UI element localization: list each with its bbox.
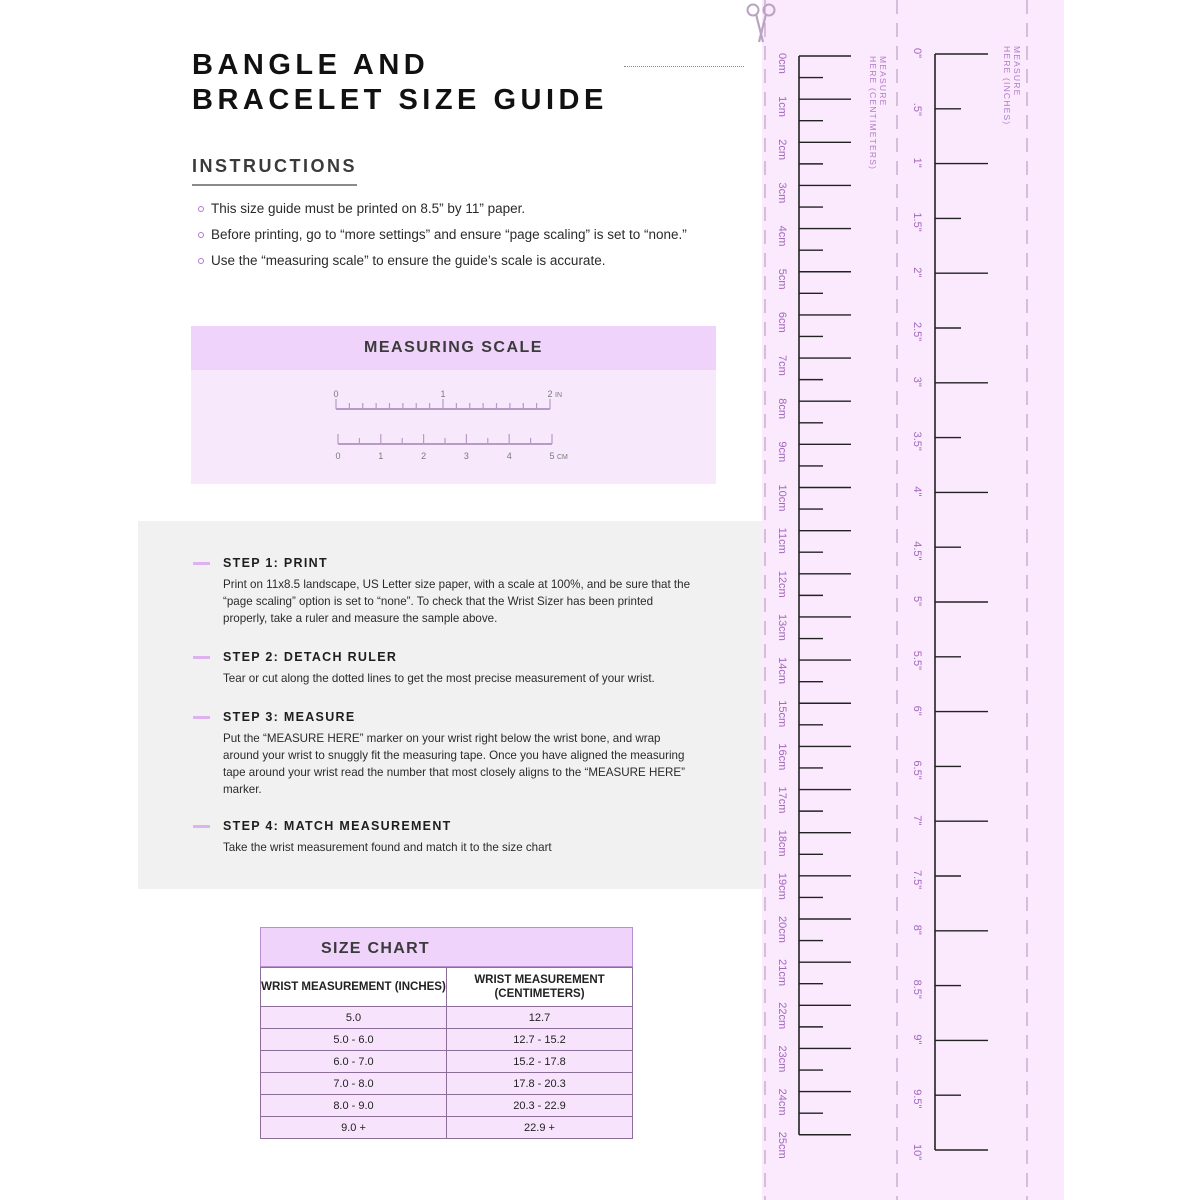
cell-inches: 5.0 [261,1007,447,1029]
cm-ruler-label: 13cm [776,613,788,641]
cell-centimeters: 22.9 + [447,1117,633,1139]
title-dotted-rule [624,66,744,67]
step-title: STEP 1: PRINT [223,556,328,570]
cell-inches: 8.0 - 9.0 [261,1095,447,1117]
inch-ruler-label: 3.5" [911,431,923,451]
cm-ruler-label: 11cm [776,527,788,554]
step-marker-icon [193,656,210,659]
table-header-row [261,968,633,1007]
table-row [261,1007,633,1029]
step-text: Tear or cut along the dotted lines to get the most precise measurement of your wrist. [223,672,655,685]
inch-ruler-label: 2" [911,267,923,278]
step-match-measurement [193,819,713,856]
table-row [261,1051,633,1073]
instructions-list [196,200,687,278]
measure-here-inch-marker [1002,46,1022,125]
size-chart-table [260,967,633,1139]
step-title: STEP 4: MATCH MEASUREMENT [223,819,452,833]
cell-inches: 5.0 - 6.0 [261,1029,447,1051]
inch-ruler-label: 4" [911,486,923,497]
step-marker-icon [193,716,210,719]
cm-ruler-label: 12cm [776,570,788,598]
cm-ruler-label: 20cm [776,916,788,943]
cm-ruler-label: 10cm [776,484,788,512]
inch-ruler-label: 3" [911,376,923,387]
cm-ruler-label: 2cm [776,139,788,161]
column-header-inches: WRIST MEASUREMENT (INCHES) [261,968,447,1007]
instruction-item: Before printing, go to “more settings” and ensure “page scaling” is set to “none.” [196,226,687,252]
inch-ruler-label: 5.5" [911,650,923,671]
inch-ruler-label: .5" [911,102,923,116]
table-row [261,1029,633,1051]
marker-line: MEASURE [1012,46,1022,97]
inch-label: 2 [547,389,553,399]
inch-ruler-label: 0" [911,48,923,59]
cm-ruler-label: 25cm [776,1131,788,1159]
cm-label: 2 [421,451,427,461]
inch-ruler-label: 9.5" [911,1089,923,1109]
cm-ruler [776,53,851,1159]
bullet-icon [198,232,204,238]
instruction-item: This size guide must be printed on 8.5” by 11” paper. [196,200,687,226]
cm-ruler-label: 24cm [776,1088,788,1116]
inch-ruler-label: 1" [911,157,923,168]
marker-line: HERE (CENTIMETERS) [868,56,878,171]
inch-ruler-label: 6.5" [911,760,923,780]
cell-centimeters: 17.8 - 20.3 [447,1073,633,1095]
marker-line: HERE (INCHES) [1002,46,1012,126]
cm-label: 4 [506,451,512,461]
cell-centimeters: 12.7 [447,1007,633,1029]
marker-line: MEASURE [878,56,888,107]
inch-ruler-label: 9" [911,1034,923,1045]
cm-ruler-label: 9cm [776,441,788,463]
cm-ruler-label: 17cm [776,786,788,814]
cm-ruler-label: 14cm [776,657,788,685]
cut-lines [765,0,1027,1200]
inch-ruler-label: 2.5" [911,322,923,342]
cm-scale [335,434,568,461]
measuring-scale-graphic [191,370,716,484]
cm-ruler-label: 7cm [776,355,788,376]
cell-centimeters: 12.7 - 15.2 [447,1029,633,1051]
inch-ruler-label: 6" [911,705,923,716]
step-detach-ruler [193,650,713,687]
scissors-icon [744,2,778,44]
instructions-heading: INSTRUCTIONS [192,156,357,186]
cm-label: 5 [549,451,555,461]
cm-ruler-label: 3cm [776,182,788,204]
cm-ruler-label: 4cm [776,225,788,247]
inch-ruler-label: 7.5" [911,870,923,890]
step-text: Take the wrist measurement found and match it to the size chart [223,841,552,854]
cm-ruler-label: 15cm [776,700,788,728]
cm-ruler-label: 19cm [776,872,788,900]
cell-centimeters: 20.3 - 22.9 [447,1095,633,1117]
inch-ruler-label: 7" [911,815,923,826]
step-text: Put the “MEASURE HERE” marker on your wrist right below the wrist bone, and wrap around your wrist to snuggly fit the measuring tape. Once you have aligned the measuring tape around your wrist read the number that most closely aligns to the “MEASURE HERE” marker. [223,732,686,796]
size-chart [260,927,633,1139]
cm-unit-label: CM [557,454,568,461]
measuring-scale-heading: MEASURING SCALE [191,326,716,370]
inch-label: 0 [333,389,339,399]
step-measure [193,710,713,798]
inch-ruler-label: 8" [911,924,923,935]
table-row [261,1073,633,1095]
step-marker-icon [193,825,210,828]
inch-unit-label: IN [555,392,562,399]
inch-ruler-label: 8.5" [911,979,923,999]
cm-ruler-label: 22cm [776,1002,788,1030]
cm-ruler-label: 1cm [776,96,788,117]
step-print [193,556,713,627]
cm-ruler-label: 6cm [776,311,788,333]
bullet-icon [198,258,204,264]
measure-here-cm-marker [868,56,888,170]
inch-ruler-label: 1.5" [911,212,923,232]
inch-ruler-label: 5" [911,596,923,607]
cm-ruler-label: 8cm [776,398,788,419]
inch-ruler [911,48,988,1160]
inch-ruler-label: 10" [911,1144,923,1161]
inch-scale [333,389,562,409]
table-row [261,1117,633,1139]
cutout-ruler-graphic [740,0,1070,1200]
cm-ruler-label: 23cm [776,1045,788,1073]
page-title: BANGLE AND BRACELET SIZE GUIDE [192,49,608,116]
inch-ruler-label: 4.5" [911,541,923,561]
step-marker-icon [193,562,210,565]
cm-ruler-label: 18cm [776,829,788,857]
cm-ruler-label: 5cm [776,268,788,290]
size-chart-heading: SIZE CHART [260,927,633,967]
table-row [261,1095,633,1117]
cell-inches: 9.0 + [261,1117,447,1139]
cm-label: 0 [335,451,341,461]
instruction-item: Use the “measuring scale” to ensure the guide’s scale is accurate. [196,252,687,278]
cell-inches: 7.0 - 8.0 [261,1073,447,1095]
bullet-icon [198,206,204,212]
cell-inches: 6.0 - 7.0 [261,1051,447,1073]
cm-label: 3 [463,451,469,461]
cell-centimeters: 15.2 - 17.8 [447,1051,633,1073]
step-text: Print on 11x8.5 landscape, US Letter size paper, with a scale at 100%, and be sure that the “page scaling” option is set to “none”. To check that the Wrist Sizer has been printed properly, take a ruler and measure the sample above. [223,578,691,625]
step-title: STEP 3: MEASURE [223,710,356,724]
column-header-centimeters: WRIST MEASUREMENT (CENTIMETERS) [447,968,633,1007]
cm-ruler-label: 21cm [776,959,788,987]
step-title: STEP 2: DETACH RULER [223,650,398,664]
cm-ruler-label: 0cm [776,53,788,74]
cm-label: 1 [378,451,384,461]
cm-ruler-label: 16cm [776,743,788,771]
inch-label: 1 [440,389,446,399]
